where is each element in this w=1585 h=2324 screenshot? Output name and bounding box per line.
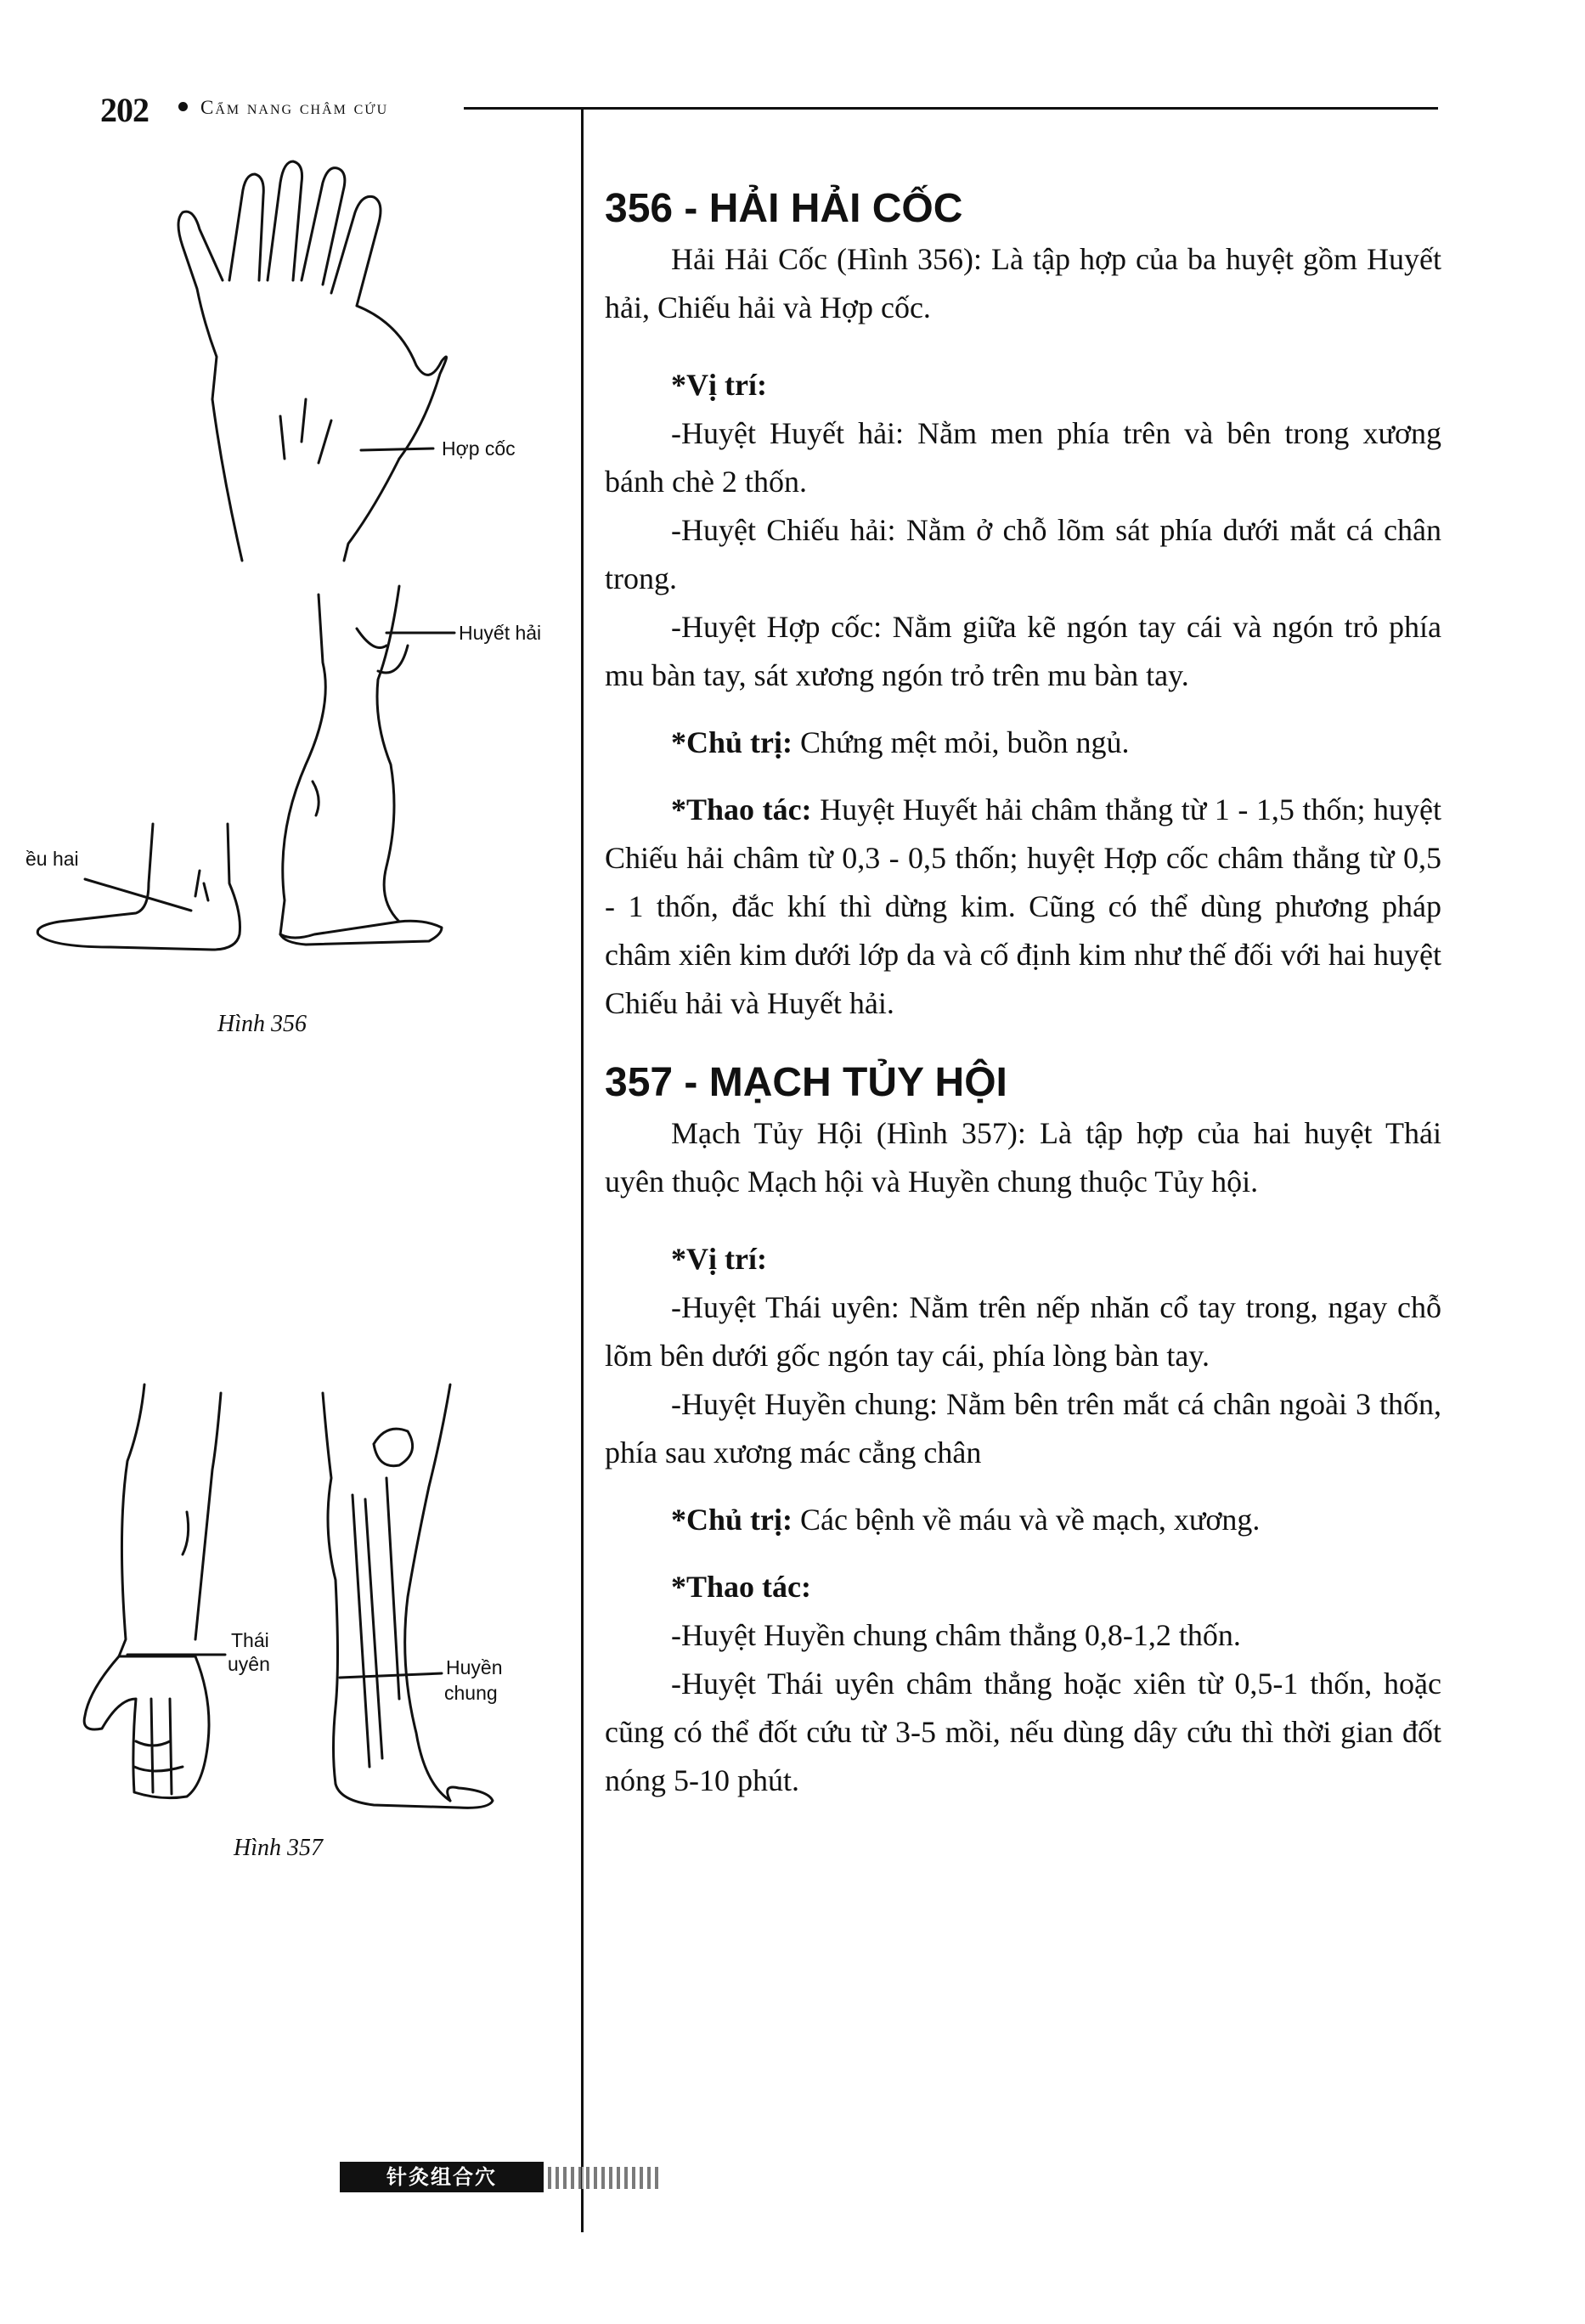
caption-hinh-356: Hình 356 xyxy=(217,1011,307,1037)
section-357-title: 357 - MẠCH TỦY HỘI xyxy=(605,1060,1007,1105)
section-357-thaotac-2: -Huyệt Thái uyên châm thẳng hoặc xiên từ 0,5-1 thốn, hoặc cũng có thể đốt cứu từ 3-5 mồi, nếu dùng dây cứu thì thời gian đốt nóng 5-10 phút. xyxy=(605,1667,1441,1797)
section-357-vitri-1: -Huyệt Thái uyên: Nằm trên nếp nhăn cổ tay trong, ngay chỗ lõm bên dưới gốc ngón tay cái, phía lòng bàn tay. xyxy=(605,1290,1441,1373)
label-uyen: uyên xyxy=(228,1653,270,1675)
footer-stamp xyxy=(340,2162,663,2196)
section-356-vitri-1: -Huyệt Huyết hải: Nằm men phía trên và bên trong xương bánh chè 2 thốn. xyxy=(605,416,1441,499)
section-357-chutri-label: *Chủ trị: xyxy=(671,1503,792,1537)
section-356-thaotac-label: *Thao tác: xyxy=(671,793,812,826)
column-divider xyxy=(581,109,584,2232)
section-357-thaotac-1: -Huyệt Huyền chung châm thẳng 0,8-1,2 thốn. xyxy=(671,1618,1241,1652)
section-356-vitri-2: -Huyệt Chiếu hải: Nằm ở chỗ lõm sát phía dưới mắt cá chân trong. xyxy=(605,513,1441,595)
section-357-vitri-2: -Huyệt Huyền chung: Nằm bên trên mắt cá chân ngoài 3 thốn, phía sau xương mác cẳng chân xyxy=(605,1387,1441,1469)
label-huyet-hai: Huyết hải xyxy=(459,622,542,644)
label-thai: Thái xyxy=(231,1629,269,1651)
figure-356-drawing xyxy=(0,0,578,977)
section-356-thaotac-text: Huyệt Huyết hải châm thẳng từ 1 - 1,5 thốn; huyệt Chiếu hải châm từ 0,3 - 0,5 thốn; huyệt Hợp cốc châm thẳng từ 0,5 - 1 thốn, đắc khí thì dừng kim. Cũng có thể dùng phương pháp châm xiên kim dưới lớp da và cố định kim như thế đối với hai huyệt Chiếu hải và Huyết hải. xyxy=(605,793,1441,1020)
figure-column xyxy=(0,0,578,2324)
text-column xyxy=(605,183,1441,1805)
running-title: Cẩm nang châm cứu xyxy=(200,97,389,118)
label-hop-coc: Hợp cốc xyxy=(442,437,516,460)
section-356-chutri-label: *Chủ trị: xyxy=(671,725,792,759)
section-356-chutri xyxy=(605,719,1441,767)
section-357-thaotac-label: *Thao tác: xyxy=(671,1570,811,1604)
section-356-title: 356 - HẢI HẢI CỐC xyxy=(605,186,963,231)
section-356-vitri-label: *Vị trí: xyxy=(671,368,767,402)
header-rule xyxy=(464,107,1438,110)
section-356-intro: Hải Hải Cốc (Hình 356): Là tập hợp của ba huyệt gồm Huyết hải, Chiếu hải và Hợp cốc. xyxy=(605,242,1441,324)
page-number: 202 xyxy=(100,91,149,129)
section-357-chutri xyxy=(605,1496,1441,1544)
section-357-vitri-label: *Vị trí: xyxy=(671,1242,767,1276)
section-357-intro: Mạch Tủy Hội (Hình 357): Là tập hợp của hai huyệt Thái uyên thuộc Mạch hội và Huyền chung thuộc Tủy hội. xyxy=(605,1116,1441,1199)
caption-hinh-357: Hình 357 xyxy=(234,1835,323,1861)
figure-357-drawing xyxy=(0,1342,578,2191)
section-356-chutri-text: Chứng mệt mỏi, buồn ngủ. xyxy=(792,725,1130,759)
footer-smear xyxy=(548,2167,658,2189)
footer-stamp-text: 针灸组合穴 xyxy=(340,2162,544,2192)
section-357-chutri-text: Các bệnh về máu và về mạch, xương. xyxy=(792,1503,1261,1537)
label-huyen: Huyền xyxy=(446,1656,503,1678)
label-chieu-hai: ều hai xyxy=(25,848,79,870)
section-356-vitri-3: -Huyệt Hợp cốc: Nằm giữa kẽ ngón tay cái và ngón trỏ phía mu bàn tay, sát xương ngón trỏ trên mu bàn tay. xyxy=(605,610,1441,692)
label-chung: chung xyxy=(444,1682,498,1704)
section-356-thaotac xyxy=(605,786,1441,1028)
